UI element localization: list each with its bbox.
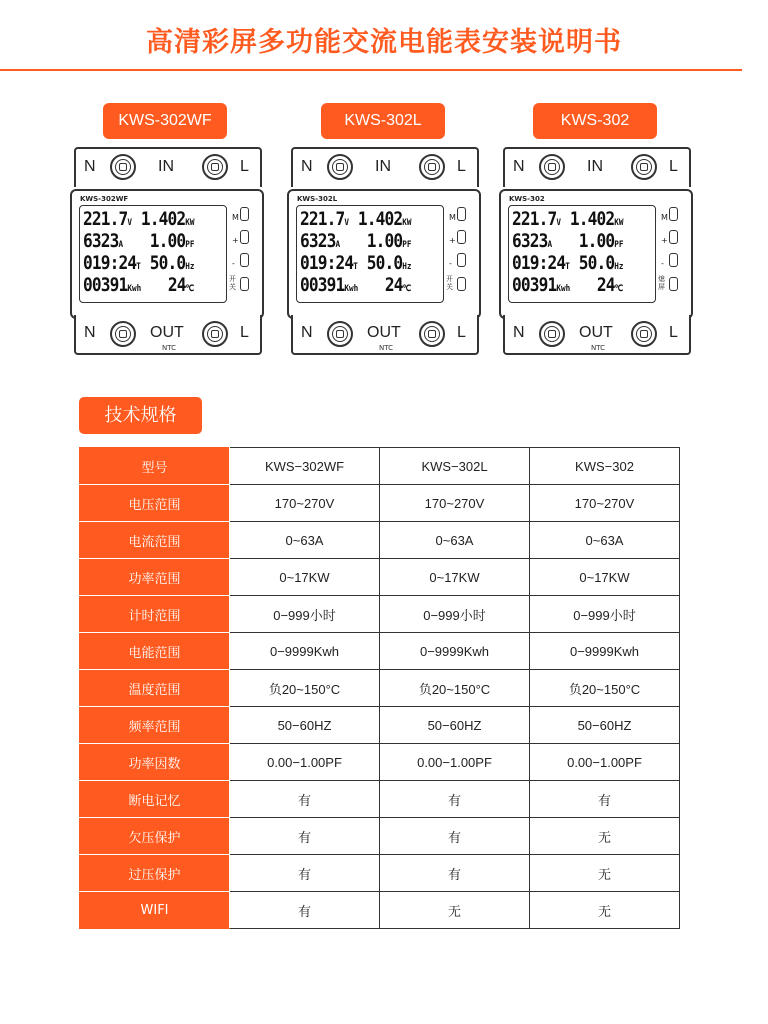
side-switch-label: 开关 [229,275,236,291]
table-cell: KWS−302L [380,448,530,485]
lcd-freq-unit: Hz [614,262,624,272]
menu-button[interactable] [669,207,678,221]
model-tag-kws302wf: KWS-302WF [103,103,227,139]
table-cell: 0−9999Kwh [230,633,380,670]
ntc-label: NTC [591,344,605,352]
side-plus-label: + [449,236,456,245]
screw-icon [327,154,353,180]
terminal-l-label: L [669,158,678,175]
page-title: 高清彩屏多功能交流电能表安装说明书 [146,27,622,58]
table-row [80,744,680,781]
device-1 [289,147,479,357]
table-row [80,485,680,522]
side-minus-label: - [449,259,452,268]
lcd-voltage-unit: V [127,218,132,228]
terminal-l-label: L [457,324,466,341]
terminal-cap-top [74,147,262,187]
table-cell: 0.00−1.00PF [230,744,380,781]
lcd-voltage-unit: V [344,218,349,228]
table-cell: 170~270V [530,485,680,522]
terminal-cap-bottom [291,315,479,355]
table-row-label: 过压保护 [80,855,230,892]
table-row [80,855,680,892]
table-cell: 50−60HZ [380,707,530,744]
lcd-current: 6323 [512,230,548,252]
lcd-current: 6323 [83,230,119,252]
side-minus-label: - [661,259,664,268]
screw-icon [539,154,565,180]
table-cell: 50−60HZ [230,707,380,744]
table-row-label: 电流范围 [80,522,230,559]
table-row-label: 频率范围 [80,707,230,744]
lcd-screen [296,205,444,303]
lcd-power-unit: KW [614,218,624,228]
table-row [80,633,680,670]
lcd-voltage: 221.7 [300,208,345,230]
menu-button[interactable] [240,207,249,221]
lcd-time: 019:24 [300,252,354,274]
terminal-n-label: N [84,158,96,175]
title-divider [0,69,742,71]
lcd-freq-unit: Hz [185,262,195,272]
table-cell: 0−999小时 [380,596,530,633]
table-cell: 有 [530,781,680,818]
lcd-energy: 00391 [83,274,128,296]
side-m-label: M [661,213,668,222]
device-2 [501,147,691,357]
side-minus-label: - [232,259,235,268]
lcd-temp: 24 [596,274,615,296]
side-m-label: M [232,213,239,222]
screw-icon [539,321,565,347]
table-cell: 负20~150°C [380,670,530,707]
table-row [80,892,680,929]
table-row-label: 计时范围 [80,596,230,633]
ntc-label: NTC [379,344,393,352]
lcd-freq: 50.0 [149,252,186,274]
terminal-cap-top [291,147,479,187]
side-m-label: M [449,213,456,222]
lcd-temp: 24 [384,274,403,296]
table-cell: 无 [380,892,530,929]
switch-button[interactable] [457,277,466,291]
table-cell: 负20~150°C [530,670,680,707]
table-row [80,670,680,707]
terminal-n-label: N [301,158,313,175]
table-row-label: 型号 [80,448,230,485]
table-cell: 50−60HZ [530,707,680,744]
lcd-voltage-unit: V [556,218,561,228]
lcd-power-unit: KW [185,218,195,228]
spec-table [79,447,680,929]
screw-icon [110,321,136,347]
table-cell: 负20~150°C [230,670,380,707]
menu-button[interactable] [457,207,466,221]
table-row [80,522,680,559]
table-cell: 0−999小时 [530,596,680,633]
terminal-n-label: N [513,324,525,341]
plus-button[interactable] [457,230,466,244]
table-cell: 有 [380,818,530,855]
switch-button[interactable] [669,277,678,291]
table-cell: 0~63A [230,522,380,559]
lcd-power: 1.402 [357,208,403,230]
screw-icon [202,321,228,347]
terminal-in-label: IN [587,158,603,175]
side-plus-label: + [232,236,239,245]
table-row [80,596,680,633]
plus-button[interactable] [240,230,249,244]
table-cell: 0.00−1.00PF [380,744,530,781]
lcd-freq: 50.0 [366,252,403,274]
lcd-energy: 00391 [300,274,345,296]
side-switch-label: 开关 [446,275,453,291]
table-cell: 有 [380,855,530,892]
table-cell: KWS−302WF [230,448,380,485]
lcd-time: 019:24 [83,252,137,274]
lcd-time-unit: T [565,262,570,272]
table-row [80,781,680,818]
table-row-label: 断电记忆 [80,781,230,818]
lcd-energy-unit: Kwh [127,284,142,294]
table-cell: 0~63A [530,522,680,559]
table-cell: 0~17KW [530,559,680,596]
lcd-power-unit: KW [402,218,412,228]
terminal-in-label: IN [158,158,174,175]
lcd-temp-unit: ℃ [185,284,195,294]
minus-button[interactable] [669,253,678,267]
terminal-n-label: N [301,324,313,341]
lcd-temp-unit: ℃ [614,284,624,294]
meter-model-label: KWS-302L [297,195,338,203]
table-row-label: 功率范围 [80,559,230,596]
table-row-label: 电能范围 [80,633,230,670]
terminal-n-label: N [513,158,525,175]
terminal-in-label: IN [375,158,391,175]
section-title: 技术规格 [79,397,202,434]
table-row-label: WIFI [80,892,230,929]
terminal-out-label: OUT [150,324,184,341]
screw-icon [419,321,445,347]
terminal-l-label: L [240,158,249,175]
table-cell: 0.00−1.00PF [530,744,680,781]
screw-icon [110,154,136,180]
lcd-current: 6323 [300,230,336,252]
side-plus-label: + [661,236,668,245]
table-cell: 0~17KW [380,559,530,596]
terminal-cap-top [503,147,691,187]
lcd-energy: 00391 [512,274,557,296]
lcd-pf: 1.00 [578,230,615,252]
lcd-current-unit: A [118,240,124,250]
table-cell: 0~17KW [230,559,380,596]
table-cell: 0−9999Kwh [380,633,530,670]
terminal-l-label: L [240,324,249,341]
table-row [80,818,680,855]
table-cell: KWS−302 [530,448,680,485]
table-row-label: 功率因数 [80,744,230,781]
minus-button[interactable] [240,253,249,267]
meter-model-label: KWS-302 [509,195,545,203]
screw-icon [631,321,657,347]
device-0 [72,147,262,357]
terminal-cap-bottom [74,315,262,355]
lcd-time: 019:24 [512,252,566,274]
lcd-power: 1.402 [140,208,186,230]
table-cell: 有 [380,781,530,818]
screw-icon [631,154,657,180]
terminal-l-label: L [457,158,466,175]
lcd-temp: 24 [167,274,186,296]
lcd-screen [508,205,656,303]
lcd-current-unit: A [547,240,553,250]
terminal-l-label: L [669,324,678,341]
meter-body [499,189,693,319]
lcd-time-unit: T [353,262,358,272]
meter-model-label: KWS-302WF [80,195,129,203]
lcd-power: 1.402 [569,208,615,230]
table-cell: 170~270V [380,485,530,522]
table-cell: 170~270V [230,485,380,522]
meter-body [70,189,264,319]
lcd-pf-unit: PF [402,240,412,250]
table-cell: 0−9999Kwh [530,633,680,670]
lcd-energy-unit: Kwh [344,284,359,294]
lcd-voltage: 221.7 [83,208,128,230]
minus-button[interactable] [457,253,466,267]
lcd-freq-unit: Hz [402,262,412,272]
table-row [80,559,680,596]
table-row [80,707,680,744]
terminal-out-label: OUT [367,324,401,341]
lcd-pf-unit: PF [614,240,624,250]
table-cell: 有 [230,781,380,818]
lcd-energy-unit: Kwh [556,284,571,294]
table-cell: 无 [530,892,680,929]
lcd-pf: 1.00 [366,230,403,252]
table-row-label: 电压范围 [80,485,230,522]
table-cell: 有 [230,818,380,855]
table-row-label: 欠压保护 [80,818,230,855]
ntc-label: NTC [162,344,176,352]
screw-icon [202,154,228,180]
meter-body [287,189,481,319]
switch-button[interactable] [240,277,249,291]
model-tag-kws302l: KWS-302L [321,103,445,139]
table-cell: 有 [230,892,380,929]
side-switch-label: 熄屏 [658,275,665,291]
table-cell: 有 [230,855,380,892]
terminal-n-label: N [84,324,96,341]
lcd-current-unit: A [335,240,341,250]
screw-icon [327,321,353,347]
lcd-pf-unit: PF [185,240,195,250]
table-header-row [80,448,680,485]
lcd-temp-unit: ℃ [402,284,412,294]
table-cell: 0−999小时 [230,596,380,633]
model-tag-kws302: KWS-302 [533,103,657,139]
lcd-time-unit: T [136,262,141,272]
lcd-screen [79,205,227,303]
table-row-label: 温度范围 [80,670,230,707]
plus-button[interactable] [669,230,678,244]
terminal-out-label: OUT [579,324,613,341]
screw-icon [419,154,445,180]
lcd-freq: 50.0 [578,252,615,274]
terminal-cap-bottom [503,315,691,355]
table-cell: 0~63A [380,522,530,559]
table-cell: 无 [530,818,680,855]
table-cell: 无 [530,855,680,892]
lcd-pf: 1.00 [149,230,186,252]
lcd-voltage: 221.7 [512,208,557,230]
